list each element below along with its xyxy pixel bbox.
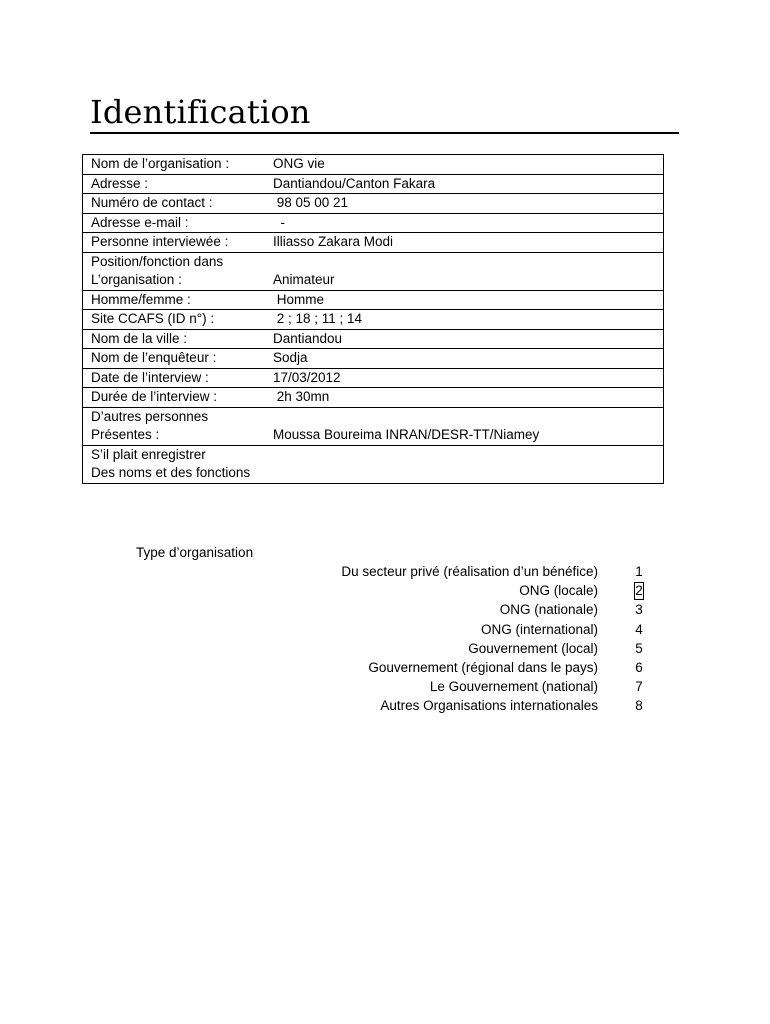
org-type-options xyxy=(300,562,660,716)
field-label-line: S’il plait enregistrer xyxy=(91,446,206,462)
org-type-option xyxy=(300,620,660,639)
org-type-option xyxy=(300,696,660,715)
option-label: Le Gouvernement (national) xyxy=(429,679,598,695)
option-code: 8 xyxy=(635,698,643,714)
table-row xyxy=(83,349,664,369)
option-code: 4 xyxy=(635,621,643,637)
option-code: 3 xyxy=(635,602,643,618)
field-label-line: Position/fonction dans xyxy=(91,253,224,269)
option-code: 6 xyxy=(635,659,643,675)
field-label xyxy=(83,252,274,290)
field-label-line: Présentes : xyxy=(91,427,160,442)
org-type-option xyxy=(300,639,660,658)
field-value: 17/03/2012 xyxy=(273,368,664,388)
field-label: Numéro de contact : xyxy=(83,194,274,214)
field-label xyxy=(83,407,274,445)
option-label: Du secteur privé (réalisation d’un bénéfice) xyxy=(341,564,598,579)
field-label: Personne interviewée : xyxy=(83,233,274,253)
field-label: Homme/femme : xyxy=(83,290,274,310)
field-value: - xyxy=(273,213,664,233)
field-value: Sodja xyxy=(273,349,664,369)
option-label: ONG (nationale) xyxy=(499,602,598,618)
table-row xyxy=(83,252,664,290)
option-code: 5 xyxy=(635,640,643,656)
option-code: 1 xyxy=(635,564,643,579)
table-row xyxy=(83,388,664,408)
org-type-option xyxy=(300,600,660,619)
table-row xyxy=(83,155,664,175)
option-label: ONG (locale) xyxy=(519,583,598,599)
field-label: Nom de la ville : xyxy=(83,329,274,349)
field-label: Date de l’interview : xyxy=(83,368,274,388)
field-label: Adresse e-mail : xyxy=(83,213,274,233)
option-code-selected: 2 xyxy=(635,583,643,599)
org-type-option xyxy=(300,677,660,696)
table-row xyxy=(83,233,664,253)
table-row xyxy=(83,407,664,445)
field-value: 2 ; 18 ; 11 ; 14 xyxy=(273,310,664,330)
field-label: Nom de l’organisation : xyxy=(83,155,274,175)
org-type-label: Type d’organisation xyxy=(136,545,254,560)
field-label: Site CCAFS (ID n°) : xyxy=(83,310,274,330)
field-label: Durée de l’interview : xyxy=(83,388,274,408)
field-value: 2h 30mn xyxy=(273,388,664,408)
table-row xyxy=(83,290,664,310)
table-row xyxy=(83,368,664,388)
field-value: Animateur xyxy=(273,252,664,290)
field-value: Dantiandou xyxy=(273,329,664,349)
field-value: 98 05 00 21 xyxy=(273,194,664,214)
field-value: ONG vie xyxy=(273,155,664,175)
table-row xyxy=(83,310,664,330)
table-row xyxy=(83,194,664,214)
field-value: Illiasso Zakara Modi xyxy=(273,233,664,253)
field-value: Homme xyxy=(273,290,664,310)
option-label: Autres Organisations internationales xyxy=(380,698,598,714)
option-code: 7 xyxy=(635,679,643,695)
option-label: Gouvernement (local) xyxy=(468,640,598,656)
org-type-option xyxy=(300,581,660,600)
option-label: ONG (international) xyxy=(480,621,598,637)
table-row xyxy=(83,445,664,483)
org-type-option xyxy=(300,562,660,581)
field-value: Moussa Boureima INRAN/DESR-TT/Niamey xyxy=(273,407,664,445)
field-label-line: Des noms et des fonctions xyxy=(91,465,251,480)
field-value xyxy=(273,445,664,483)
field-label: Nom de l’enquêteur : xyxy=(83,349,274,369)
page-title: Identification xyxy=(90,93,311,131)
option-label: Gouvernement (régional dans le pays) xyxy=(368,659,598,675)
field-label-line: D’autres personnes xyxy=(91,408,209,424)
field-value: Dantiandou/Canton Fakara xyxy=(273,174,664,194)
table-row xyxy=(83,329,664,349)
identification-table xyxy=(82,154,664,484)
field-label: Adresse : xyxy=(83,174,274,194)
table-row xyxy=(83,174,664,194)
field-label-line: L’organisation : xyxy=(91,272,182,287)
title-underline xyxy=(90,132,679,134)
org-type-option xyxy=(300,658,660,677)
table-row xyxy=(83,213,664,233)
field-label xyxy=(83,445,274,483)
